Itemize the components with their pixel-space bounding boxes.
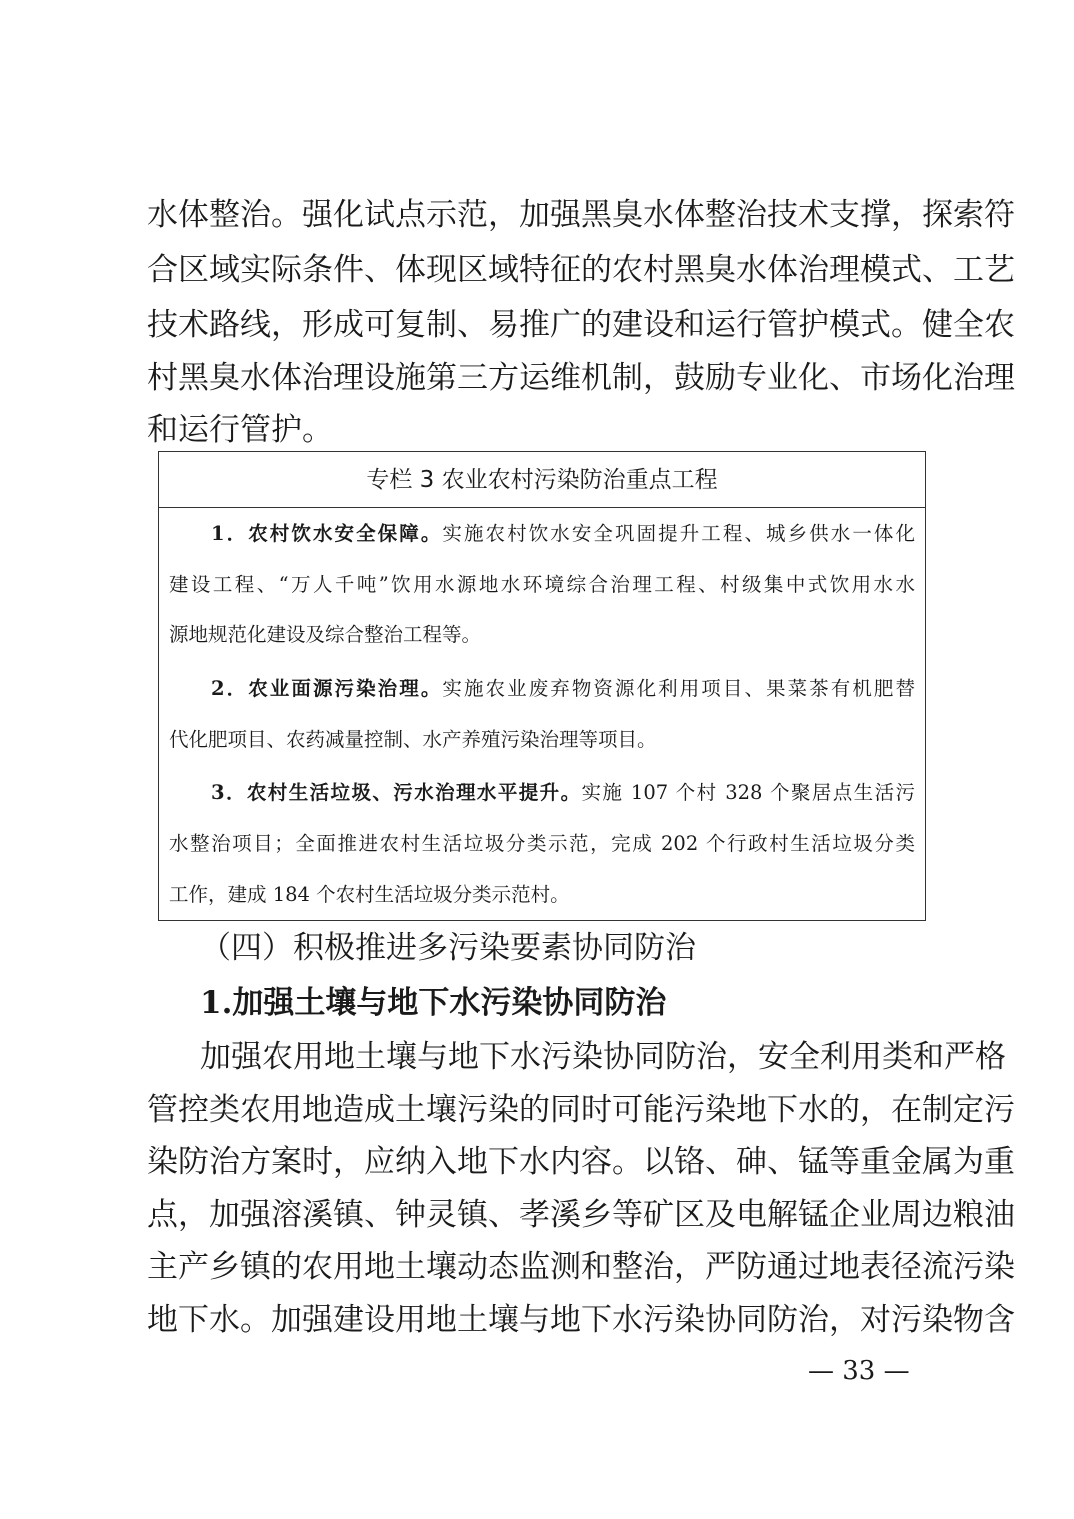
page-number: — 33 — <box>808 1356 910 1386</box>
text-line: 合区域实际条件、体现区域特征的农村黑臭水体治理模式、工艺 <box>147 252 1015 288</box>
box-title: 专栏 3 农业农村污染防治重点工程 <box>159 452 925 508</box>
box-item-lead: 1．农村饮水安全保障。 <box>211 522 443 545</box>
box-item-line: 源地规范化建设及综合整治工程等。 <box>169 623 482 646</box>
text-line: 技术路线，形成可复制、易推广的建设和运行管护模式。健全农 <box>147 307 1015 343</box>
box-item-lead: 2．农业面源污染治理。 <box>211 677 443 700</box>
box-item-lead: 3．农村生活垃圾、污水治理水平提升。 <box>211 781 582 804</box>
subsection-heading: 1.加强土壤与地下水污染协同防治 <box>200 985 667 1021</box>
text-line: 主产乡镇的农用地土壤动态监测和整治，严防通过地表径流污染 <box>147 1249 1015 1285</box>
special-column-box <box>158 451 926 921</box>
section-heading: （四）积极推进多污染要素协同防治 <box>200 930 696 966</box>
box-item-line: 建设工程、“万人千吨”饮用水源地水环境综合治理工程、村级集中式饮用水水 <box>169 573 915 596</box>
text-line: 村黑臭水体治理设施第三方运维机制，鼓励专业化、市场化治理 <box>147 360 1015 396</box>
text-line: 管控类农用地造成土壤污染的同时可能污染地下水的，在制定污 <box>147 1092 1015 1128</box>
box-item-line: 工作，建成 184 个农村生活垃圾分类示范村。 <box>169 883 570 906</box>
box-item-line <box>211 778 915 808</box>
text-line: 点，加强溶溪镇、钟灵镇、孝溪乡等矿区及电解锰企业周边粮油 <box>147 1197 1015 1233</box>
text-line: 加强农用地土壤与地下水污染协同防治，安全利用类和严格 <box>200 1039 1006 1075</box>
box-item-text: 实施农村饮水安全巩固提升工程、城乡供水一体化 <box>442 522 915 545</box>
text-line: 水体整治。强化试点示范，加强黑臭水体整治技术支撑，探索符 <box>147 197 1015 233</box>
box-item-line <box>211 674 915 704</box>
text-line: 和运行管护。 <box>147 412 333 448</box>
box-item-text: 实施农业废弃物资源化利用项目、果菜茶有机肥替 <box>442 677 915 700</box>
text-line: 地下水。加强建设用地土壤与地下水污染协同防治，对污染物含 <box>147 1302 1015 1338</box>
box-item-line: 代化肥项目、农药减量控制、水产养殖污染治理等项目。 <box>169 728 657 751</box>
box-item-line <box>211 519 915 549</box>
box-item-line: 水整治项目；全面推进农村生活垃圾分类示范，完成 202 个行政村生活垃圾分类 <box>169 832 915 855</box>
box-item-text: 实施 107 个村 328 个聚居点生活污 <box>581 781 916 804</box>
text-line: 染防治方案时，应纳入地下水内容。以铬、砷、锰等重金属为重 <box>147 1144 1015 1180</box>
